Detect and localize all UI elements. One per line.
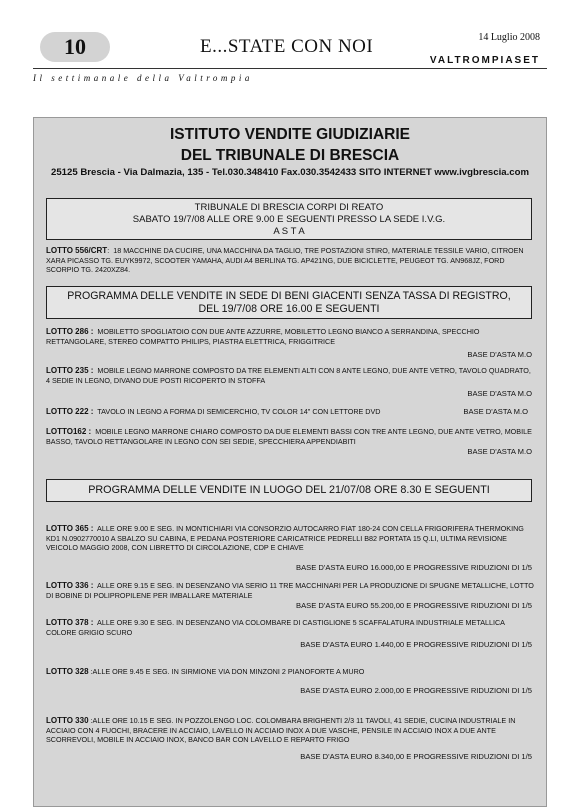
lot-item <box>46 667 534 677</box>
brand-name: VALTROMPIASET <box>429 55 540 66</box>
page-number: 10 <box>40 32 110 62</box>
section1-line: SABATO 19/7/08 ALLE ORE 9.00 E SEGUENTI PRESSO LA SEDE I.V.G. <box>132 214 446 225</box>
lot-text: :ALLE ORE 9.45 E SEG. IN SIRMIONE VIA DON MINZONI 2 PIANOFORTE A MURO <box>90 667 365 676</box>
section2-line: PROGRAMMA DELLE VENDITE IN SEDE DI BENI GIACENTI SENZA TASSA DI REGISTRO, <box>67 290 511 302</box>
base-price: BASE D'ASTA EURO 8.340,00 E PROGRESSIVE RIDUZIONI DI 1/5 <box>300 752 532 761</box>
header-rule <box>33 68 547 69</box>
lot-text: MOBILETTO SPOGLIATOIO CON DUE ANTE AZZURRE, MOBILETTO LEGNO BIANCO A SERRANDINA, SPECCHIO RETTANGOLARE, STEREO COMPATTO PHILIPS, PIASTRA ELETTRICA, FRIGGITRICE <box>46 327 480 346</box>
lot-item <box>46 618 534 637</box>
section3-line: PROGRAMMA DELLE VENDITE IN LUOGO DEL 21/07/08 ORE 8.30 E SEGUENTI <box>88 484 490 496</box>
lot-label: LOTTO 330 <box>46 716 89 725</box>
lot-text: ALLE ORE 9.00 E SEG. IN MONTICHIARI VIA CONSORZIO AUTOCARRO FIAT 180-24 CON CELLA FRIGORIFERA THERMOKING KD1 N.0902770010 A SBALZO SU CABINA, E PEDANA POSTERIORE CARICATRICE PEDRELLI B82 PORTATA 15 Q.LI, ULTIMA REVISIONE VEICOLO MAGGIO 2008, CON LIBRETTO DI CIRCOLAZIONE, CDP E CHIAVE <box>46 524 524 553</box>
lot-text: TAVOLO IN LEGNO A FORMA DI SEMICERCHIO, TV COLOR 14" CON LETTORE DVD <box>97 407 381 416</box>
lot-item <box>46 581 534 600</box>
base-price: BASE D'ASTA M.O <box>467 350 532 359</box>
lot-item <box>46 716 534 745</box>
lot-item <box>46 366 534 385</box>
section1-line: TRIBUNALE DI BRESCIA CORPI DI REATO <box>194 202 384 213</box>
lot-label: LOTTO 365 : <box>46 524 94 533</box>
lot-label: LOTTO 222 : <box>46 407 94 416</box>
lot-label: LOTTO 336 : <box>46 581 94 590</box>
lot-item: LOTTO 556/CRT: 18 MACCHINE DA CUCIRE, UNA MACCHINA DA TAGLIO, TRE POSTAZIONI STIRO, MATERIALE TESSILE VARIO, CITROEN XARA PICASSO TG. EUYK9972, SCOOTER YAMAHA, AUDI A4 BERLINA TG. AP421NG, DUE BICICLETTE, PEUGEOT TG. AN968JZ, FORD SCORPIO TG. 2420XZ84. <box>46 246 524 275</box>
base-price: BASE D'ASTA EURO 16.000,00 E PROGRESSIVE RIDUZIONI DI 1/5 <box>296 563 532 572</box>
base-price: BASE D'ASTA EURO 55.200,00 E PROGRESSIVE RIDUZIONI DI 1/5 <box>296 601 532 610</box>
lot-text: MOBILE LEGNO MARRONE COMPOSTO DA TRE ELEMENTI ALTI CON 8 ANTE LEGNO, DUE ANTE VETRO, TAVOLO QUADRATO, 4 SEDIE IN LEGNO, DIVANO DUE POSTI RICOPERTO IN STOFFA <box>46 366 531 385</box>
auction-notice-panel <box>33 117 547 807</box>
base-price: BASE D'ASTA EURO 1.440,00 E PROGRESSIVE RIDUZIONI DI 1/5 <box>300 640 532 649</box>
base-price: BASE D'ASTA M.O <box>467 447 532 456</box>
lot-text: :ALLE ORE 10.15 E SEG. IN POZZOLENGO LOC. COLOMBARA BRIGHENTI 2/3 11 TAVOLI, 41 SEDIE, CUCINA INDUSTRIALE IN ACCIAIO CON 4 FUOCHI, BRACERE IN ACCIAIO, LAVELLO IN ACCIAIO INOX A DUE VASCHE, PENSILE IN ACCIAIO INOX A DUE ANTE SCORREVOLI, MOBILE IN ACCIAIO INOX, BANCO BAR CON LAVELLO E REPARTO FRIGO <box>46 716 516 745</box>
notice-address: 25125 Brescia - Via Dalmazia, 135 - Tel.030.348410 Fax.030.3542433 SITO INTERNET www.ivgbrescia.com <box>50 167 529 178</box>
masthead-title: E...STATE CON NOI <box>200 36 374 57</box>
section3-header-box <box>46 479 532 502</box>
lot-label: LOTTO 286 : <box>46 327 94 336</box>
lot-label: LOTTO 556/CRT <box>46 246 108 255</box>
issue-date: 14 Luglio 2008 <box>478 32 540 43</box>
lot-label: LOTTO162 : <box>46 427 92 436</box>
section1-line: A S T A <box>273 226 305 237</box>
section1-header-box <box>46 198 532 240</box>
lot-text: ALLE ORE 9.15 E SEG. IN DESENZANO VIA SERIO 11 TRE MACCHINARI PER LA PRODUZIONE DI SPUGNE METALLICHE, LOTTO DI BOBINE DI POLIPROPILENE PER IMBALLARE MATERIALE <box>46 581 534 600</box>
notice-title-line2: DEL TRIBUNALE DI BRESCIA <box>180 147 400 164</box>
lot-label: LOTTO 378 : <box>46 618 94 627</box>
lot-item <box>46 407 436 417</box>
base-price: BASE D'ASTA EURO 2.000,00 E PROGRESSIVE RIDUZIONI DI 1/5 <box>300 686 532 695</box>
notice-title-line1: ISTITUTO VENDITE GIUDIZIARIE <box>170 126 410 143</box>
masthead-subtitle: Il settimanale della Valtrompia <box>33 73 253 83</box>
section2-line: DEL 19/7/08 ORE 16.00 E SEGUENTI <box>198 303 380 315</box>
base-price: BASE D'ASTA M.O <box>463 407 528 416</box>
lot-item <box>46 524 534 553</box>
lot-label: LOTTO 328 <box>46 667 89 676</box>
lot-text: 18 MACCHINE DA CUCIRE, UNA MACCHINA DA TAGLIO, TRE POSTAZIONI STIRO, MATERIALE TESSILE VARIO, CITROEN XARA PICASSO TG. EUYK9972, SCOOTER YAMAHA, AUDI A4 BERLINA TG. AP421NG, DUE BICICLETTE, PEUGEOT TG. AN968JZ, FORD SCORPIO TG. 2420XZ84. <box>46 246 524 275</box>
lot-text: MOBILE LEGNO MARRONE CHIARO COMPOSTO DA DUE ELEMENTI BASSI CON TRE ANTE LEGNO, DUE ANTE VETRO, MOBILE BASSO, TAVOLO RETTANGOLARE IN LEGNO CON SEI SEDIE, SPECCHIERA APPENDIABITI <box>46 427 532 446</box>
lot-item <box>46 427 534 446</box>
base-price: BASE D'ASTA M.O <box>467 389 532 398</box>
lot-label: LOTTO 235 : <box>46 366 94 375</box>
section2-header-box <box>46 286 532 319</box>
lot-text: ALLE ORE 9.30 E SEG. IN DESENZANO VIA COLOMBARE DI CASTIGLIONE 5 SCAFFALATURA INDUSTRIALE METALLICA COLORE GRIGIO SCURO <box>46 618 505 637</box>
lot-item <box>46 327 534 346</box>
